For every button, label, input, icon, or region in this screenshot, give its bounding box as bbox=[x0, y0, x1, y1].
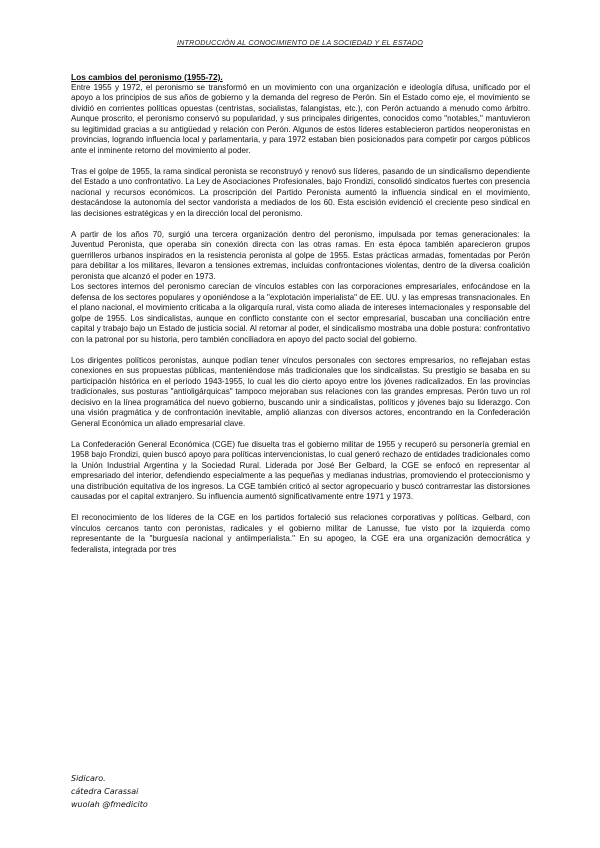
paragraph-7: El reconocimiento de los líderes de la CGE en los partidos fortaleció sus relaciones corporativas y políticas. Gelbard, con vínculos cercanos tanto con peronistas, radicales y el gobierno militar de Lanusse, fue visto por la izquierda como representante de la "burguesía nacional y antiimperialista." En su apogeo, la CGE era una organización democrática y federalista, integrada por tres bbox=[71, 513, 530, 554]
signature-handle: wuolah @fmedicito bbox=[71, 800, 148, 809]
paragraph-2: Tras el golpe de 1955, la rama sindical peronista se reconstruyó y renovó sus líderes, pasando de un sindicalismo dependiente del Estado a uno confrontativo. La Ley de Asociaciones Profesionales, bajo Frondizi, consolidó sindicatos fuertes con presencia nacional y recursos económicos. La proscripción del Partido Peronista aumentó la influencia sindical en el movimiento, destacándose la autonomía del sector vandorista a mediados de los 60. Esta escisión evidenció el creciente peso sindical en las decisiones estratégicas y en la dirección local del peronismo. bbox=[71, 166, 530, 218]
paragraph-6: La Confederación General Económica (CGE) fue disuelta tras el gobierno militar de 1955 y recuperó su personería gremial en 1958 bajo Frondizi, quien buscó apoyo para políticas intervencionistas, lo cual generó rechazo de entidades tradicionales como la Unión Industrial Argentina y la Sociedad Rural. Liderada por José Ber Gelbard, la CGE se enfocó en representar al empresariado del interior, defendiendo especialmente a las pequeñas y medianas industrias, promoviendo el proteccionismo y una distribución equitativa de los ingresos. La CGE también criticó al sector agropecuario y buscó contrarrestar las distorsiones causadas por el capital extranjero. Su influencia aumentó significativamente entre 1971 y 1973. bbox=[71, 439, 530, 501]
paragraph-5: Los dirigentes políticos peronistas, aunque podían tener vínculos personales con sectores empresarios, no reflejaban estas conexiones en sus propuestas públicas, manteniéndose más tradicionales que los sindicalistas. Su prestigio se basaba en su participación histórica en el período 1943-1955, lo cual les dio cierto apoyo entre los jóvenes radicalizados. En las provincias tradicionales, sus posturas "antioligárquicas" tampoco mejoraban sus relaciones con las grandes empresas. Perón tuvo un rol decisivo en la línea programática del nuevo gobierno, buscando unir a sindicalistas, políticos y jóvenes bajo su liderazgo. Con una visión pragmática y de confrontación inevitable, amplió alianzas con diversos actores, encontrando en la Confederación General Económica un aliado empresarial clave. bbox=[71, 355, 530, 428]
paragraph-4: Los sectores internos del peronismo carecían de vínculos estables con las corporaciones empresariales, enfocándose en la defensa de los sectores populares y oponiéndose a la "explotación imperialista" de EE. UU. y las empresas transnacionales. En el plano nacional, el movimiento criticaba a la oligarquía rural, vista como aliada de intereses internacionales y responsable del golpe de 1955. Los sindicalistas, aunque en conflicto constante con el sector empresarial, buscaban una conciliación entre capital y trabajo bajo un Estado de justicia social. Al retornar al poder, el sindicalismo mostraba una doble postura: confrontativo con la patronal por su historia, pero también conciliadora en apoyo del pacto social del gobierno. bbox=[71, 282, 530, 344]
paragraph-3: A partir de los años 70, surgió una tercera organización dentro del peronismo, impulsada por temas generacionales: la Juventud Peronista, que operaba sin conexión directa con las otras ramas. En esta época también aparecieron grupos guerrilleros urbanos inspirados en la resistencia peronista al golpe de 1955. Estas prácticas armadas, fomentadas por Perón para debilitar a los militares, llevaron a tensiones extremas, incluidas confrontaciones violentas, dentro de la diversa coalición peronista que alcanzó el poder en 1973. bbox=[71, 229, 530, 281]
signature-chair: cátedra Carassai bbox=[71, 787, 139, 796]
signature-block bbox=[71, 772, 271, 811]
section-title: Los cambios del peronismo (1955-72). bbox=[71, 72, 223, 82]
signature-author: Sidicaro. bbox=[71, 774, 106, 783]
section-block bbox=[71, 72, 530, 156]
document-body bbox=[71, 72, 530, 566]
paragraph-1: Entre 1955 y 1972, el peronismo se transformó en un movimiento con una organización e ideología difusa, unificado por el apoyo a los principios de sus años de gobierno y la demanda del regreso de Perón. Sin el Estado como eje, el movimiento se dividió en corrientes políticas opuestas (centristas, socialistas, falangistas, etc.), con Perón actuando a menudo como árbitro. Aunque proscrito, el peronismo conservó su popularidad, y sus principales dirigentes, conocidos como "notables," mantuvieron su legitimidad gracias a su antigüedad y relación con Perón. Algunos de estos líderes establecieron partidos neoperonistas en provincias, logrando influencia local y parlamentaria, y para 1972 estaban bien posicionados para competir por cargos públicos ante el inminente retorno del movimiento al poder. bbox=[71, 82, 530, 155]
page-header-title: INTRODUCCIÓN AL CONOCIMIENTO DE LA SOCIEDAD Y EL ESTADO bbox=[176, 38, 424, 47]
